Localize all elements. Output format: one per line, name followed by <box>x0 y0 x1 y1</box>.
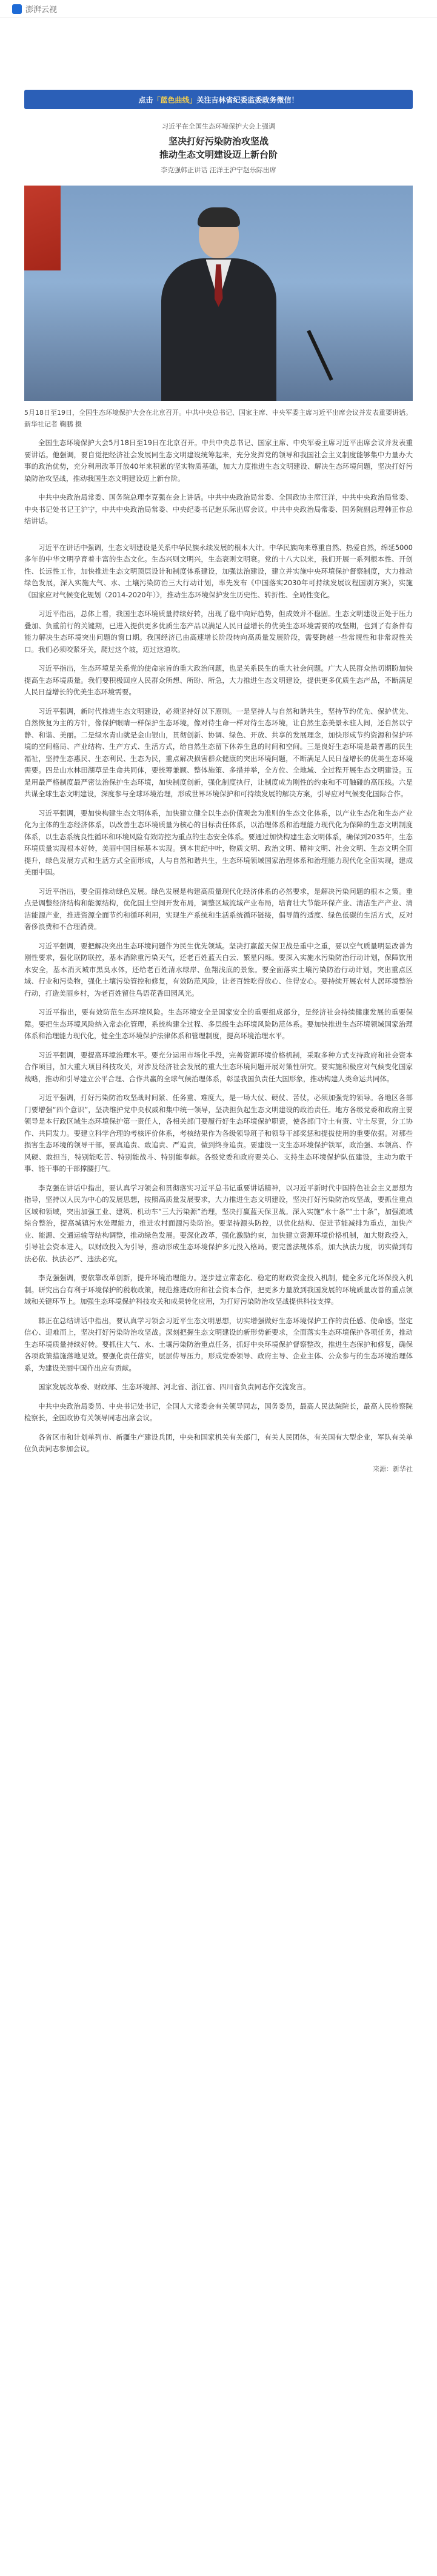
speaker-figure <box>161 210 276 401</box>
article-photo <box>24 186 413 401</box>
paragraph: 习近平在讲话中强调，生态文明建设是关系中华民族永续发展的根本大计。中华民族向来尊重自然、热爱自然，绵延5000多年的中华文明孕育着丰富的生态文化。生态兴则文明兴，生态衰则文明衰。党的十八大以来，我们开展一系列根本性、开创性、长远性工作，加快推进生态文明顶层设计和制度体系建设，加强法治建设，建立并实施中央环境保护督察制度，大力推动绿色发展，深入实施大气、水、土壤污染防治三大行动计划，率先发布《中国落实2030年可持续发展议程国别方案》，实施《国家应对气候变化规划（2014-2020年）》，推动生态环境保护发生历史性、转折性、全局性变化。 <box>24 543 413 599</box>
logo-icon <box>12 4 22 14</box>
article-title-line-1: 坚决打好污染防治攻坚战 <box>168 136 269 147</box>
paragraph: 韩正在总结讲话中指出，要认真学习领会习近平生态文明思想，切实增强做好生态环境保护工作的责任感、使命感，坚定信心、迎难而上，坚决打好污染防治攻坚战。深刻把握生态文明建设的新形势新要求，全面落实生态环境保护各项任务，推动生态环境质量持续好转。要抓住大气、水、土壤污染防治重点任务，抓好中央环境保护督察整改，推进生态保护和修复，确保各项政策措施落地见效。要强化责任落实，层层传导压力，形成党委领导、政府主导、企业主体、公众参与的生态环境治理体系，为建设美丽中国作出应有贡献。 <box>24 1316 413 1372</box>
article-title-line-2: 推动生态文明建设迈上新台阶 <box>159 149 278 160</box>
paragraph: 习近平强调，要把解决突出生态环境问题作为民生优先领域。坚决打赢蓝天保卫战是重中之重，要以空气质量明显改善为刚性要求，强化联防联控，基本消除重污染天气，还老百姓蓝天白云、繁星闪烁。要深入实施水污染防治行动计划，保障饮用水安全，基本消灭城市黑臭水体，还给老百姓清水绿岸、鱼翔浅底的景象。要全面落实土壤污染防治行动计划，突出重点区域、行业和污染物，强化土壤污染管控和修复，有效防范风险，让老百姓吃得放心、住得安心。要持续开展农村人居环境整治行动，打造美丽乡村，为老百姓留住鸟语花香田园风光。 <box>24 941 413 998</box>
flag-shape <box>24 186 61 270</box>
paragraph: 习近平指出，要全面推动绿色发展。绿色发展是构建高质量现代化经济体系的必然要求，是解决污染问题的根本之策。重点是调整经济结构和能源结构，优化国土空间开发布局，调整区域流域产业布局，培育壮大节能环保产业、清洁生产产业、清洁能源产业，推进资源全面节约和循环利用，实现生产系统和生活系统循环链接，倡导简约适度、绿色低碳的生活方式，反对奢侈浪费和不合理消费。 <box>24 887 413 931</box>
article-pre-title: 习近平在全国生态环境保护大会上强调 <box>162 122 275 130</box>
paragraph: 习近平强调，要加快构建生态文明体系，加快建立健全以生态价值观念为准则的生态文化体系，以产业生态化和生态产业化为主体的生态经济体系，以改善生态环境质量为核心的目标责任体系，以治理体系和治理能力现代化为保障的生态文明制度体系，以生态系统良性循环和环境风险有效防控为重点的生态安全体系。要通过加快构建生态文明体系，确保到2035年，生态环境质量实现根本好转，美丽中国目标基本实现。到本世纪中叶，物质文明、政治文明、精神文明、社会文明、生态文明全面提升，绿色发展方式和生活方式全面形成，人与自然和谐共生，生态环境领域国家治理体系和治理能力现代化全面实现，建成美丽中国。 <box>24 808 413 876</box>
paragraph: 习近平强调，新时代推进生态文明建设，必须坚持好以下原则。一是坚持人与自然和谐共生，坚持节约优先、保护优先、自然恢复为主的方针，像保护眼睛一样保护生态环境，像对待生命一样对待生态环境，让自然生态美景永驻人间，还自然以宁静、和谐、美丽。二是绿水青山就是金山银山，贯彻创新、协调、绿色、开放、共享的发展理念，加快形成节约资源和保护环境的空间格局、产业结构、生产方式、生活方式，给自然生态留下休养生息的时间和空间。三是良好生态环境是最普惠的民生福祉，坚持生态惠民、生态利民、生态为民，重点解决损害群众健康的突出环境问题，不断满足人民日益增长的优美生态环境需要。四是山水林田湖草是生命共同体，要统筹兼顾、整体施策、多措并举，全方位、全地域、全过程开展生态文明建设。五是用最严格制度最严密法治保护生态环境，加快制度创新，强化制度执行，让制度成为刚性的约束和不可触碰的高压线。六是共谋全球生态文明建设，深度参与全球环境治理，形成世界环境保护和可持续发展的解决方案，引导应对气候变化国际合作。 <box>24 706 413 798</box>
paragraph: 习近平指出，要有效防范生态环境风险。生态环境安全是国家安全的重要组成部分，是经济社会持续健康发展的重要保障。要把生态环境风险纳入常态化管理，系统构建全过程、多层级生态环境风险防范体系。要加快推进生态环境领域国家治理体系和治理能力现代化，健全生态环境保护法律体系和管理制度，提高环境治理水平。 <box>24 1008 413 1040</box>
paragraph: 习近平指出，总体上看，我国生态环境质量持续好转，出现了稳中向好趋势，但成效并不稳固。生态文明建设正处于压力叠加、负重前行的关键期，已进入提供更多优质生态产品以满足人民日益增长的优美生态环境需要的攻坚期，也到了有条件有能力解决生态环境突出问题的窗口期。我国经济已由高速增长阶段转向高质量发展阶段，需要跨越一些常规性和非常规性关口。我们必须咬紧牙关，爬过这个坡，迈过这道坎。 <box>24 609 413 654</box>
paragraph: 各省区市和计划单列市、新疆生产建设兵团，中央和国家机关有关部门，有关人民团体，有关国有大型企业，军队有关单位负责同志参加会议。 <box>24 1432 413 1453</box>
paragraph: 中共中央政治局委员、中央书记处书记，全国人大常委会有关领导同志，国务委员，最高人民法院院长，最高人民检察院检察长，全国政协有关领导同志出席会议。 <box>24 1401 413 1422</box>
paragraph: 李克强强调，要依靠改革创新，提升环境治理能力。逐步建立常态化、稳定的财政资金投入机制，健全多元化环保投入机制。研究出台有利于环境保护的税收政策，规范推进政府和社会资本合作，把更多力量放到我国发展的环境质量改善的重点领域和关键环节上。加强生态环境保护科技攻关和成果转化应用，为打好污染防治攻坚战提供科技支撑。 <box>24 1273 413 1306</box>
banner-prefix: 点击 <box>138 95 153 104</box>
top-bar <box>0 0 437 18</box>
paragraph: 习近平强调，要提高环境治理水平。要充分运用市场化手段，完善资源环境价格机制，采取多种方式支持政府和社会资本合作项目，加大重大项目科技攻关，对涉及经济社会发展的重大生态环境问题开展对策性研究。要实施积极应对气候变化国家战略，推动和引导建立公平合理、合作共赢的全球气候治理体系，彰显我国负责任大国形象，推动构建人类命运共同体。 <box>24 1050 413 1083</box>
paragraph: 李克强在讲话中指出，要认真学习领会和贯彻落实习近平总书记重要讲话精神，以习近平新时代中国特色社会主义思想为指导，坚持以人民为中心的发展思想，按照高质量发展要求，大力推进生态文明建设，坚决打好污染防治攻坚战，要抓住重点区域和领域，突出加强工业、建筑、机动车“三大污染源”治理，坚决打赢蓝天保卫战。深入实施“水十条”“土十条”，加强流域综合整治，提高城镇污水处理能力，推进农村面源污染防治。要坚持源头防控，以优化结构、促进节能减排为重点，加快产业、能源、交通运输等结构调整，推动绿色发展。要深化改革，强化激励约束，加快建立资源环境价格机制，加大财政投入，引导社会资本进入，以财政投入为引导，推动形成生态环境保护多元投入格局。要完善法规体系，加大执法力度，切实做到有法必依、执法必严、违法必究。 <box>24 1183 413 1263</box>
banner-suffix: 关注吉林省纪委监委政务微信！ <box>196 95 299 104</box>
site-name: 澎湃云视 <box>25 5 58 15</box>
article-byline: 李克强韩正讲话 汪洋王沪宁赵乐际出席 <box>161 166 276 174</box>
microphone-shape <box>307 330 333 381</box>
article-source: 来源：新华社 <box>373 1464 413 1473</box>
paragraph: 习近平指出，生态环境是关系党的使命宗旨的重大政治问题，也是关系民生的重大社会问题。广大人民群众热切期盼加快提高生态环境质量。我们要积极回应人民群众所想、所盼、所急，大力推进生态文明建设，提供更多优质生态产品，不断满足人民日益增长的优美生态环境需要。 <box>24 664 413 696</box>
paragraph: 中共中央政治局常委、国务院总理李克强在会上讲话。中共中央政治局常委、全国政协主席汪洋，中共中央政治局常委、中央书记处书记王沪宁，中共中央政治局常委、中央纪委书记赵乐际出席会议。中共中央政治局常委、国务院副总理韩正作总结讲话。 <box>24 493 413 525</box>
paragraph: 全国生态环境保护大会5月18日至19日在北京召开。中共中央总书记、国家主席、中央军委主席习近平出席会议并发表重要讲话。他强调，要自觉把经济社会发展同生态文明建设统筹起来，充分发挥党的领导和我国社会主义制度能够集中力量办大事的政治优势，充分利用改革开放40年来积累的坚实物质基础，加大力度推进生态文明建设、解决生态环境问题，坚决打好污染防治攻坚战，推动我国生态文明建设迈上新台阶。 <box>24 438 413 483</box>
site-logo[interactable] <box>12 3 57 15</box>
article <box>24 121 413 1474</box>
follow-banner[interactable] <box>24 90 413 109</box>
banner-highlight: 「蓝色曲线」 <box>153 95 197 104</box>
photo-caption: 5月18日至19日，全国生态环境保护大会在北京召开。中共中央总书记、国家主席、中央军委主席习近平出席会议并发表重要讲话。新华社记者 鞠鹏 摄 <box>24 409 412 428</box>
paragraph: 国家发展改革委、财政部、生态环境部、河北省、浙江省、四川省负责同志作交流发言。 <box>38 1383 310 1391</box>
paragraph: 习近平强调，打好污染防治攻坚战时间紧、任务重、难度大，是一场大仗、硬仗、苦仗，必须加强党的领导。各地区各部门要增强“四个意识”，坚决维护党中央权威和集中统一领导，坚决担负起生态文明建设的政治责任。地方各级党委和政府主要领导是本行政区域生态环境保护第一责任人，各相关部门要履行好生态环境保护职责，使各部门守土有责、守土尽责，分工协作、共同发力。要建立科学合理的考核评价体系，考核结果作为各级领导班子和领导干部奖惩和提拔使用的重要依据。对那些损害生态环境的领导干部，要真追责、敢追责、严追责，做到终身追责。要建设一支生态环境保护铁军，政治强、本领高、作风硬、敢担当，特别能吃苦、特别能战斗、特别能奉献。各级党委和政府要关心、支持生态环境保护队伍建设，主动为敢干事、能干事的干部撑腰打气。 <box>24 1093 413 1173</box>
